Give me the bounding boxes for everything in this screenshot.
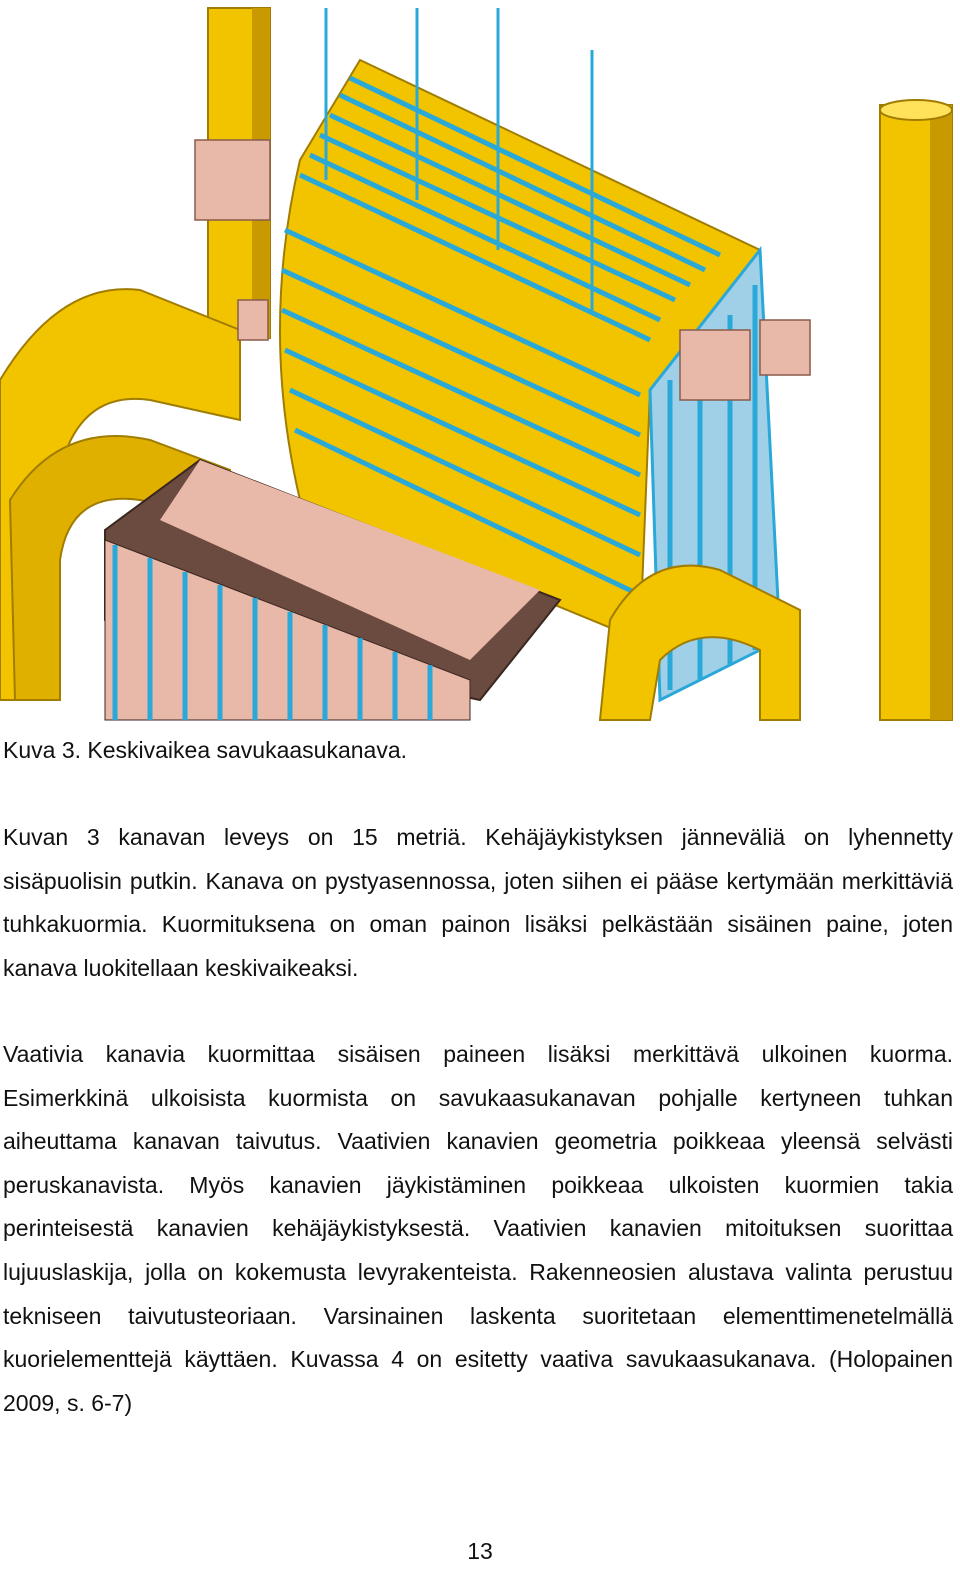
figure-caption: Kuva 3. Keskivaikea savukaasukanava. <box>3 737 408 763</box>
duct-3d-model-figure <box>0 0 960 722</box>
paragraph-1: Kuvan 3 kanavan leveys on 15 metriä. Kehäjäykistyksen jänneväliä on lyhennetty sisäpuolisin putkin. Kanava on pystyasennossa, joten siihen ei pääse kertymään merkittäviä tuhkakuormia. Kuormituksena on oman painon lisäksi pelkästään sisäinen paine, joten kanava luokitellaan keskivaikeaksi. <box>3 824 953 981</box>
paragraph-2: Vaativia kanavia kuormittaa sisäisen paineen lisäksi merkittävä ulkoinen kuorma. Esimerkkinä ulkoisista kuormista on savukaasukanavan pohjalle kertyneen tuhkan aiheuttama kanavan taivutus. Vaativien kanavien geometria poikkeaa yleensä selvästi peruskanavista. Myös kanavien jäykistäminen poikkeaa ulkoisten kuormien takia perinteisestä kanavien kehäjäykistyksestä. Vaativien kanavien mitoituksen suorittaa lujuuslaskija, jolla on kokemusta levyrakenteista. Rakenneosien alustava valinta perustuu tekniseen taivutusteoriaan. Varsinainen laskenta suoritetaan elementtimenetelmällä kuorielementtejä käyttäen. Kuvassa 4 on esitetty vaativa savukaasukanava. (Holopainen 2009, s. 6-7) <box>3 1041 953 1416</box>
page-number: 13 <box>467 1538 493 1564</box>
